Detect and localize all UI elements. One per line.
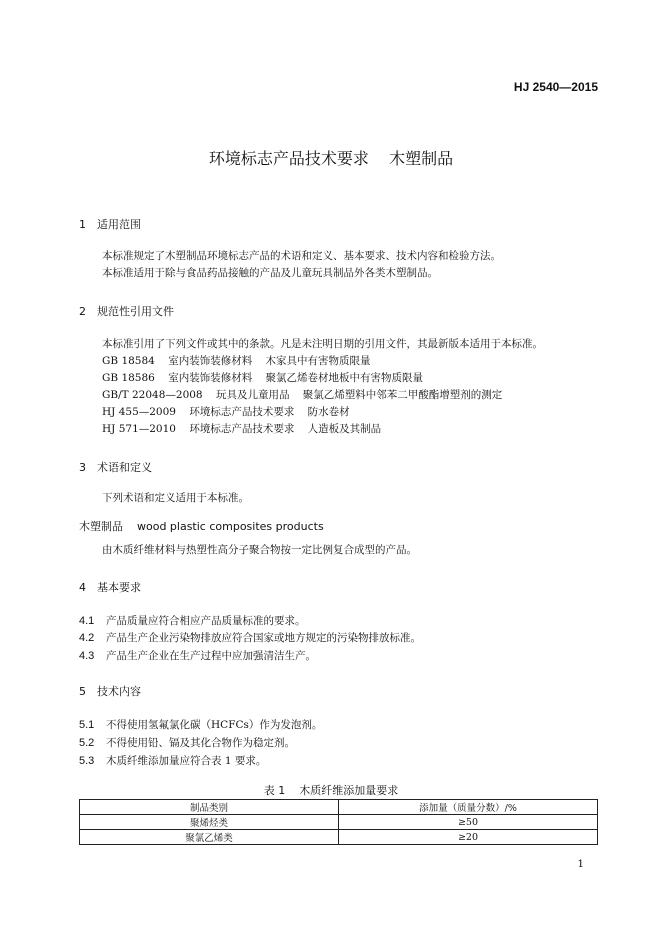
section-5-title: 技术内容 — [97, 685, 141, 698]
section-3-heading — [79, 459, 152, 475]
section-1-title: 适用范围 — [97, 218, 141, 231]
section-1-number: 1 — [79, 218, 86, 231]
table-row — [80, 815, 598, 830]
section-4-title: 基本要求 — [97, 581, 141, 594]
section-3-title: 术语和定义 — [97, 461, 152, 474]
table-cell: 聚氯乙烯类 — [80, 830, 339, 845]
section-4-number: 4 — [79, 581, 86, 594]
reference-gb18586: GB 18586 室内装饰装修材料 聚氯乙烯卷材地板中有害物质限量 — [102, 372, 424, 384]
section-3-number: 3 — [79, 461, 86, 474]
section-2-title: 规范性引用文件 — [97, 305, 174, 318]
section-3-intro: 下列术语和定义适用于本标准。 — [102, 492, 249, 504]
section-5-heading — [79, 683, 141, 699]
section-2-number: 2 — [79, 305, 86, 318]
section-1-heading — [79, 216, 141, 232]
table-cell: ≥50 — [339, 815, 598, 830]
section-4-heading — [79, 579, 141, 595]
section-1-paragraph-1: 本标准规定了木塑制品环境标志产品的术语和定义、基本要求、技术内容和检验方法。 — [102, 250, 501, 262]
clause-5-1: 5.1 不得使用氢氟氯化碳（HCFCs）作为发泡剂。 — [79, 719, 323, 731]
term-definition: 由木质纤维材料与热塑性高分子聚合物按一定比例复合成型的产品。 — [102, 544, 417, 556]
table-cell: ≥20 — [339, 830, 598, 845]
document-title: 环境标志产品技术要求 木塑制品 — [208, 149, 454, 168]
clause-4-2: 4.2 产品生产企业污染物排放应符合国家或地方规定的污染物排放标准。 — [79, 632, 421, 644]
table-cell: 聚烯烃类 — [80, 815, 339, 830]
section-5-number: 5 — [79, 685, 86, 698]
clause-4-1: 4.1 产品质量应符合相应产品质量标准的要求。 — [79, 615, 306, 627]
table-row — [80, 830, 598, 845]
table-header-cell: 制品类别 — [80, 800, 339, 815]
table-header-cell: 添加量（质量分数）/% — [339, 800, 598, 815]
section-2-paragraph-1: 本标准引用了下列文件或其中的条款。凡是未注明日期的引用文件，其最新版本适用于本标准。 — [102, 338, 543, 350]
term-wood-plastic-composites: 木塑制品 wood plastic composites products — [79, 520, 324, 533]
clause-5-2: 5.2 不得使用铅、镉及其化合物作为稳定剂。 — [79, 737, 295, 749]
section-1-paragraph-2: 本标准适用于除与食品药品接触的产品及儿童玩具制品外各类木塑制品。 — [102, 267, 438, 279]
table-1-caption: 表 1 木质纤维添加量要求 — [263, 784, 399, 797]
reference-gb18584: GB 18584 室内装饰装修材料 木家具中有害物质限量 — [102, 355, 371, 367]
page-number: 1 — [577, 858, 584, 870]
table-header-row — [80, 800, 598, 815]
clause-5-3: 5.3 木质纤维添加量应符合表 1 要求。 — [79, 755, 267, 767]
standard-number: HJ 2540—2015 — [513, 80, 598, 94]
section-2-heading — [79, 303, 174, 319]
table-1 — [79, 799, 598, 845]
reference-gbt22048: GB/T 22048—2008 玩具及儿童用品 聚氯乙烯塑料中邻苯二甲酸酯增塑剂的测定 — [102, 389, 503, 401]
reference-hj571: HJ 571—2010 环境标志产品技术要求 人造板及其制品 — [102, 423, 382, 435]
clause-4-3: 4.3 产品生产企业在生产过程中应加强清洁生产。 — [79, 650, 316, 662]
reference-hj455: HJ 455—2009 环境标志产品技术要求 防水卷材 — [102, 406, 350, 418]
